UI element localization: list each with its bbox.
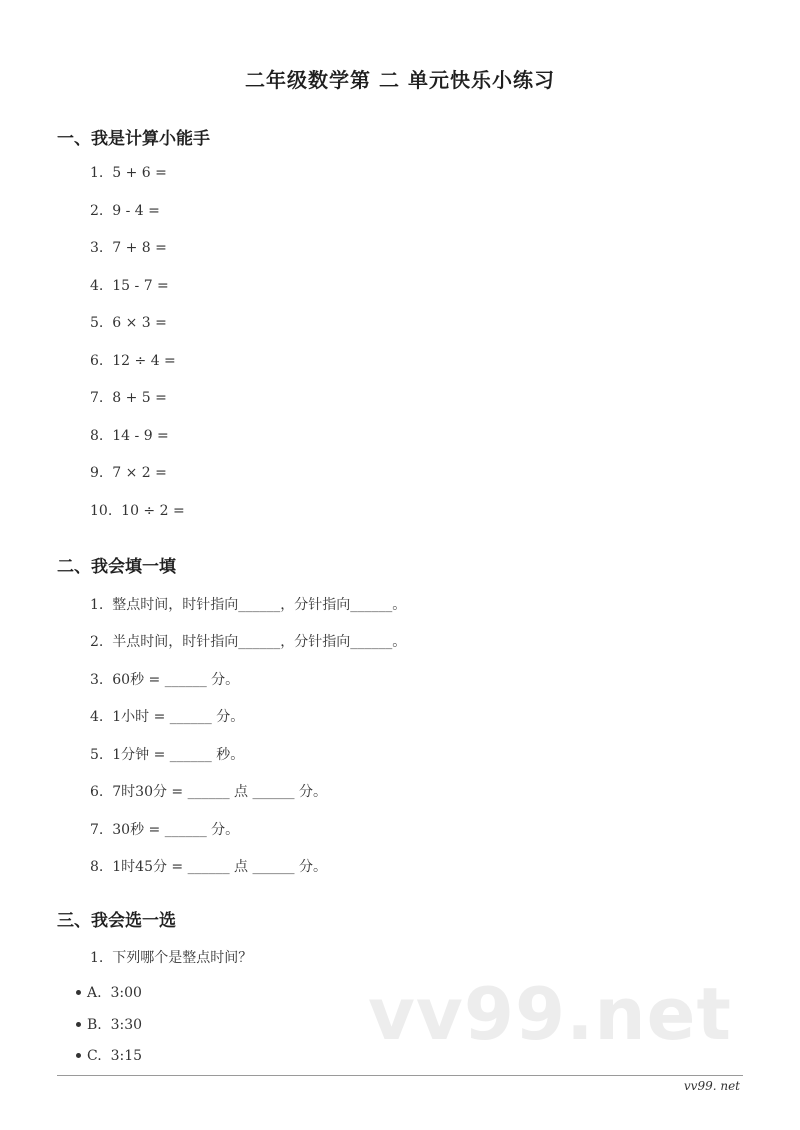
choice-option-label: B. 3:30 [87, 1017, 143, 1033]
section-heading-choice: 三、我会选一选 [57, 911, 176, 931]
question-item: 1. 5 + 6 = [90, 165, 167, 181]
question-item: 8. 14 - 9 = [90, 428, 169, 444]
question-item: 5. 1分钟 = ______ 秒。 [90, 747, 245, 763]
watermark: vv99.net [368, 972, 732, 1056]
footer-site-label: vv99. net [683, 1079, 740, 1093]
page-title: 二年级数学第 二 单元快乐小练习 [245, 68, 555, 92]
question-item: 4. 1小时 = ______ 分。 [90, 709, 245, 725]
choice-option-b [76, 1017, 142, 1033]
question-item: 1. 下列哪个是整点时间？ [90, 950, 253, 966]
question-item: 2. 半点时间，时针指向______，分针指向______。 [90, 634, 407, 650]
question-item: 7. 8 + 5 = [90, 390, 167, 406]
question-item: 3. 60秒 = ______ 分。 [90, 672, 240, 688]
question-item: 6. 12 ÷ 4 = [90, 353, 176, 369]
question-item: 8. 1时45分 = ______ 点 ______ 分。 [90, 859, 327, 875]
footer-divider [57, 1075, 743, 1076]
question-item: 5. 6 × 3 = [90, 315, 167, 331]
question-item: 6. 7时30分 = ______ 点 ______ 分。 [90, 784, 327, 800]
question-item: 1. 整点时间，时针指向______，分针指向______。 [90, 597, 407, 613]
section-heading-calculation: 一、我是计算小能手 [57, 129, 210, 149]
question-item: 10. 10 ÷ 2 = [90, 503, 185, 519]
choice-option-label: A. 3:00 [87, 985, 142, 1001]
choice-option-a [76, 985, 142, 1001]
question-item: 9. 7 × 2 = [90, 465, 167, 481]
question-item: 3. 7 + 8 = [90, 240, 167, 256]
bullet-icon [76, 1022, 81, 1027]
choice-option-c [76, 1048, 142, 1064]
section-heading-fill-in: 二、我会填一填 [57, 557, 176, 577]
question-item: 4. 15 - 7 = [90, 278, 169, 294]
choice-option-label: C. 3:15 [87, 1048, 143, 1064]
question-item: 7. 30秒 = ______ 分。 [90, 822, 240, 838]
bullet-icon [76, 990, 81, 995]
bullet-icon [76, 1053, 81, 1058]
question-item: 2. 9 - 4 = [90, 203, 160, 219]
